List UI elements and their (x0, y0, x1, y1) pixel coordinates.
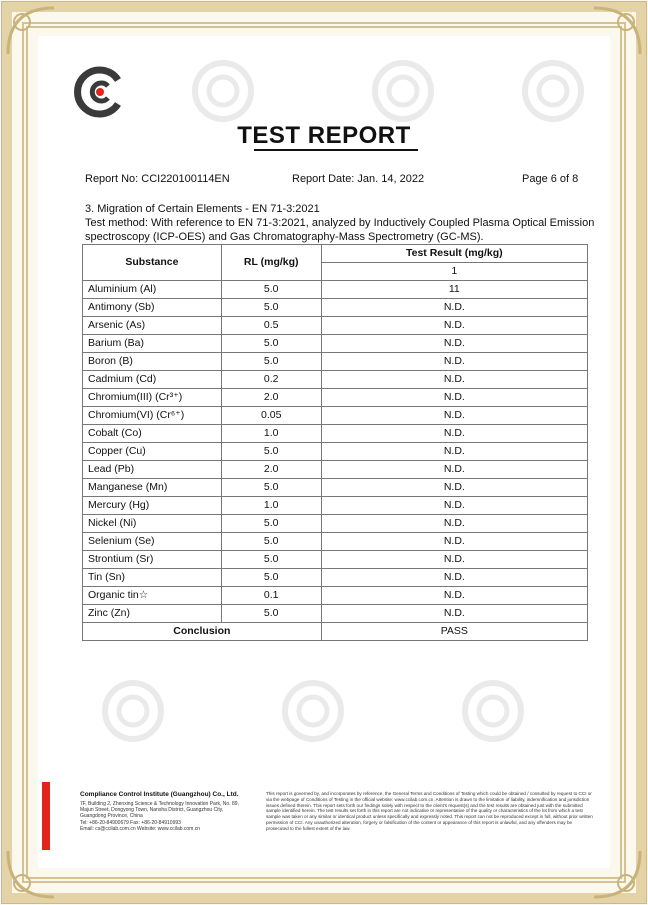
rl-cell: 5.0 (221, 299, 321, 317)
footer-address-line: 7F, Building 2, Zhenxing Science & Technology Innovation Park, No. 89, (80, 801, 239, 807)
table-row (83, 443, 588, 461)
result-cell: N.D. (321, 461, 587, 479)
column-header-sample-1: 1 (321, 263, 587, 281)
conclusion-label: Conclusion (83, 623, 322, 641)
substance-cell: Antimony (Sb) (83, 299, 222, 317)
cci-watermark-icon (368, 56, 438, 126)
table-row (83, 497, 588, 515)
table-row (83, 587, 588, 605)
table-row (83, 281, 588, 299)
result-cell: N.D. (321, 479, 587, 497)
cci-watermark-icon (518, 56, 588, 126)
footer-legal-notice: This report is governed by, and incorporates by reference, the General Terms and Conditions of Testing which could be obtained / consulted by request to CCI or via the webpage of Conditions of Testing in the official website: www.ccilab.com.cn. Attention is drawn to the limitation of liability, indemnification and jurisdiction issues defined therein. This report sets forth our findings solely with respect to the client's request(s) and the test results are obtained just with the submitted sample identified herein. The test results set forth in this report are not indicative or representative of the quality or characteristics of the lot from which a test sample was taken or any similar or identical product unless specifically and expressly noted. This report can not be reproduced except in full, without prior written permission of CCI. Any unauthorized alteration, forgery or falsification of the content or appearance of this report is unlawful, and any offenders may be prosecuted to the fullest extent of the law. (266, 791, 593, 831)
result-cell: N.D. (321, 569, 587, 587)
result-cell: 11 (321, 281, 587, 299)
result-cell: N.D. (321, 335, 587, 353)
rl-cell: 1.0 (221, 497, 321, 515)
rl-cell: 5.0 (221, 335, 321, 353)
result-cell: N.D. (321, 299, 587, 317)
table-row (83, 389, 588, 407)
cci-watermark-icon (98, 676, 168, 746)
substance-cell: Cobalt (Co) (83, 425, 222, 443)
result-cell: N.D. (321, 353, 587, 371)
section-heading: 3. Migration of Certain Elements - EN 71-3:2021 (85, 203, 320, 215)
title-underline (254, 149, 418, 151)
result-cell: N.D. (321, 533, 587, 551)
table-row (83, 479, 588, 497)
substance-cell: Manganese (Mn) (83, 479, 222, 497)
substance-cell: Mercury (Hg) (83, 497, 222, 515)
rl-cell: 0.1 (221, 587, 321, 605)
table-row (83, 335, 588, 353)
conclusion-value: PASS (321, 623, 587, 641)
footer-company: Compliance Control Institute (Guangzhou) Co., Ltd. (80, 791, 239, 798)
result-cell: N.D. (321, 389, 587, 407)
table-row (83, 407, 588, 425)
footer-address-line: Guangdong Province, China (80, 813, 143, 820)
substance-cell: Nickel (Ni) (83, 515, 222, 533)
substance-cell: Selenium (Se) (83, 533, 222, 551)
cci-watermark-icon (458, 676, 528, 746)
report-date: Report Date: Jan. 14, 2022 (292, 173, 425, 185)
report-number: Report No: CCI220100114EN (85, 173, 230, 185)
rl-cell: 0.2 (221, 371, 321, 389)
substance-cell: Aluminium (Al) (83, 281, 222, 299)
rl-cell: 5.0 (221, 443, 321, 461)
substance-cell: Cadmium (Cd) (83, 371, 222, 389)
report-page (38, 36, 610, 868)
substance-cell: Chromium(III) (Cr³⁺) (83, 389, 222, 407)
report-title: TEST REPORT (237, 122, 411, 149)
substance-cell: Boron (B) (83, 353, 222, 371)
substance-cell: Zinc (Zn) (83, 605, 222, 623)
table-row (83, 569, 588, 587)
test-method-line2: spectroscopy (ICP-OES) and Gas Chromatography-Mass Spectrometry (GC-MS). (85, 231, 484, 243)
substance-cell: Tin (Sn) (83, 569, 222, 587)
substance-cell: Strontium (Sr) (83, 551, 222, 569)
result-cell: N.D. (321, 587, 587, 605)
substance-cell: Chromium(VI) (Cr⁶⁺) (83, 407, 222, 425)
table-row (83, 461, 588, 479)
footer-tel-fax: Tel: +86-20-84900679 Fax: +86-20-84910993 (80, 819, 181, 826)
result-cell: N.D. (321, 551, 587, 569)
table-row (83, 353, 588, 371)
rl-cell: 5.0 (221, 353, 321, 371)
result-cell: N.D. (321, 497, 587, 515)
column-header-test-result: Test Result (mg/kg) (321, 245, 587, 263)
table-row (83, 371, 588, 389)
rl-cell: 5.0 (221, 551, 321, 569)
substance-cell: Copper (Cu) (83, 443, 222, 461)
table-row (83, 317, 588, 335)
result-cell: N.D. (321, 371, 587, 389)
footer-address (80, 801, 275, 832)
substance-cell: Lead (Pb) (83, 461, 222, 479)
table-row (83, 299, 588, 317)
table-row (83, 515, 588, 533)
page-number: Page 6 of 8 (522, 173, 579, 185)
rl-cell: 5.0 (221, 281, 321, 299)
result-cell: N.D. (321, 443, 587, 461)
red-accent-bar (42, 782, 50, 850)
result-cell: N.D. (321, 425, 587, 443)
rl-cell: 5.0 (221, 605, 321, 623)
column-header-substance: Substance (83, 245, 222, 281)
result-cell: N.D. (321, 515, 587, 533)
result-cell: N.D. (321, 605, 587, 623)
rl-cell: 0.05 (221, 407, 321, 425)
rl-cell: 0.5 (221, 317, 321, 335)
result-cell: N.D. (321, 317, 587, 335)
table-row (83, 551, 588, 569)
result-cell: N.D. (321, 407, 587, 425)
test-method-line1: Test method: With reference to EN 71-3:2021, analyzed by Inductively Coupled Plasma Optical Emission (85, 217, 595, 229)
cci-watermark-icon (278, 676, 348, 746)
rl-cell: 5.0 (221, 569, 321, 587)
footer-email-website: Email: cs@ccilab.com.cn Website: www.ccilab.com.cn (80, 825, 201, 832)
substance-cell: Barium (Ba) (83, 335, 222, 353)
rl-cell: 1.0 (221, 425, 321, 443)
rl-cell: 5.0 (221, 533, 321, 551)
cci-logo-icon (74, 66, 126, 118)
rl-cell: 5.0 (221, 479, 321, 497)
conclusion-row (83, 623, 588, 641)
results-table (82, 244, 588, 641)
column-header-rl: RL (mg/kg) (221, 245, 321, 281)
table-row (83, 425, 588, 443)
substance-cell: Arsenic (As) (83, 317, 222, 335)
footer-address-line: Majun Street, Dongyong Town, Nansha District, Guangzhou City, (80, 807, 224, 814)
rl-cell: 2.0 (221, 461, 321, 479)
table-row (83, 533, 588, 551)
cci-watermark-icon (188, 56, 258, 126)
rl-cell: 2.0 (221, 389, 321, 407)
table-row (83, 605, 588, 623)
rl-cell: 5.0 (221, 515, 321, 533)
substance-cell: Organic tin☆ (83, 587, 222, 605)
